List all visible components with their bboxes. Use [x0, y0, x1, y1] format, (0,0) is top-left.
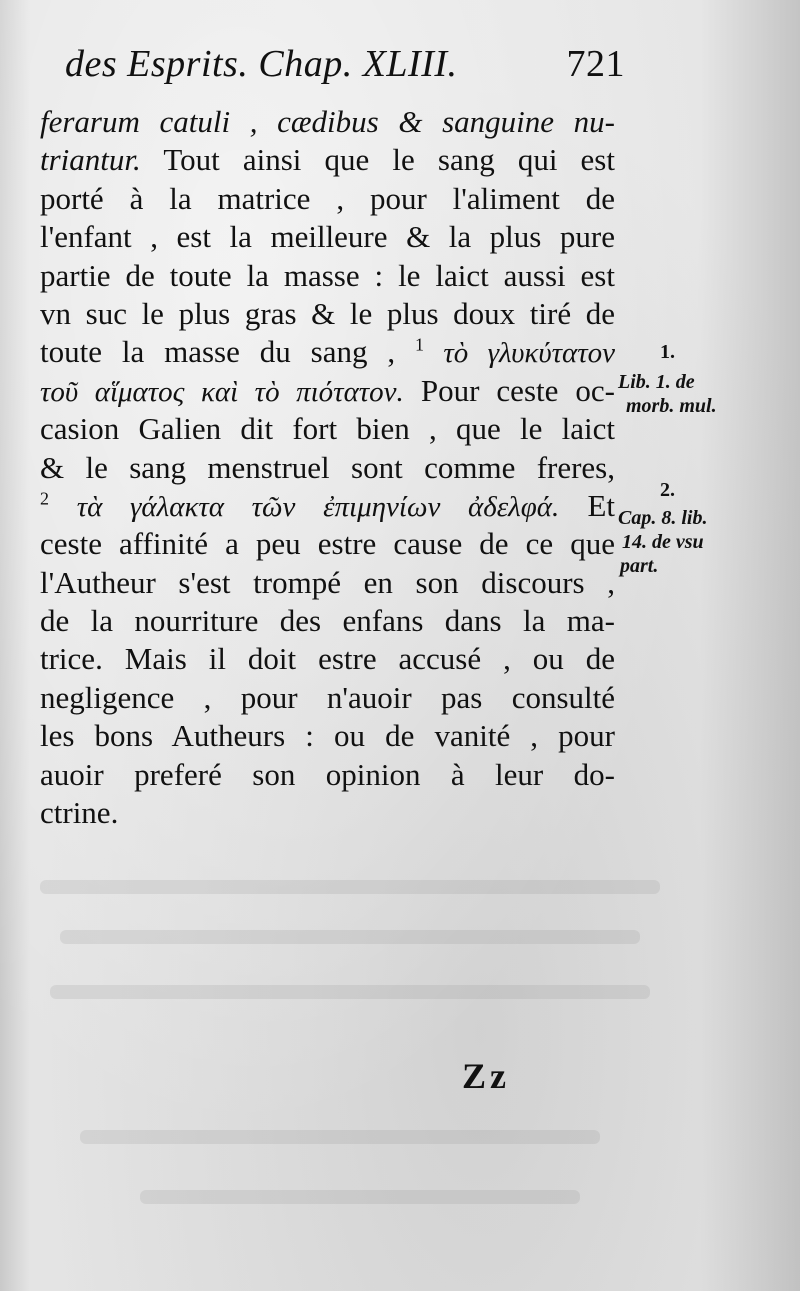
margin-note-line: 14. de vsu: [622, 531, 704, 553]
show-through-text: [60, 930, 640, 944]
margin-note-line: morb. mul.: [626, 395, 717, 417]
margin-note-line: part.: [620, 555, 659, 577]
text-line: ferarum catuli , cædibus & sanguine nu-: [40, 104, 615, 139]
text-line: τοῦ αἵματος καὶ τὸ πιότατον. Pour ceste oc-: [40, 372, 615, 408]
margin-note-line: Lib. 1. de: [618, 371, 695, 393]
text-line: l'Autheur s'est trompé en son discours ,: [40, 564, 615, 600]
show-through-text: [80, 1130, 600, 1144]
margin-notes: [618, 340, 798, 578]
show-through-text: [140, 1190, 580, 1204]
text-line: ceste affinité a peu estre cause de ce que: [40, 526, 615, 562]
margin-note-line: Cap. 8. lib.: [618, 507, 708, 529]
text-line: triantur. Tout ainsi que le sang qui est: [40, 142, 615, 178]
text-line: vn suc le plus gras & le plus doux tiré de: [40, 295, 615, 331]
text-line: porté à la matrice , pour l'aliment de: [40, 180, 615, 216]
text-line: partie de toute la masse : le laict aussi est: [40, 257, 615, 293]
text-line: casion Galien dit fort bien , que le laict: [40, 411, 615, 447]
text-line: auoir preferé son opinion à leur do-: [40, 756, 615, 792]
text-line: negligence , pour n'auoir pas consulté: [40, 679, 615, 715]
margin-note-number: 2.: [660, 479, 675, 501]
text-line: toute la masse du sang , $^1$ τὸ γλυκύτατον: [40, 334, 615, 370]
page-number: 721: [566, 43, 625, 85]
text-line: $^2$ τὰ γάλακτα τῶν ἐπιμηνίων ἀδελφά. Et: [40, 487, 615, 523]
text-line: les bons Autheurs : ou de vanité , pour: [40, 718, 615, 754]
body-text: [40, 103, 615, 832]
text-line: de la nourriture des enfans dans la ma-: [40, 603, 615, 639]
text-line: & le sang menstruel sont comme freres,: [40, 449, 615, 485]
text-line: l'enfant , est la meilleure & la plus pure: [40, 219, 615, 255]
show-through-text: [40, 880, 660, 894]
note-marker: 1: [414, 335, 424, 356]
margin-note-number: 1.: [660, 341, 675, 363]
note-marker: 2: [40, 488, 49, 509]
text-line: trice. Mais il doit estre accusé , ou de: [40, 641, 615, 677]
text-line: ctrine.: [40, 795, 119, 831]
show-through-text: [50, 985, 650, 999]
running-title: des Esprits. Chap. XLIII.: [65, 43, 458, 85]
running-header: [65, 42, 625, 86]
signature-mark: Zz: [462, 1056, 510, 1096]
